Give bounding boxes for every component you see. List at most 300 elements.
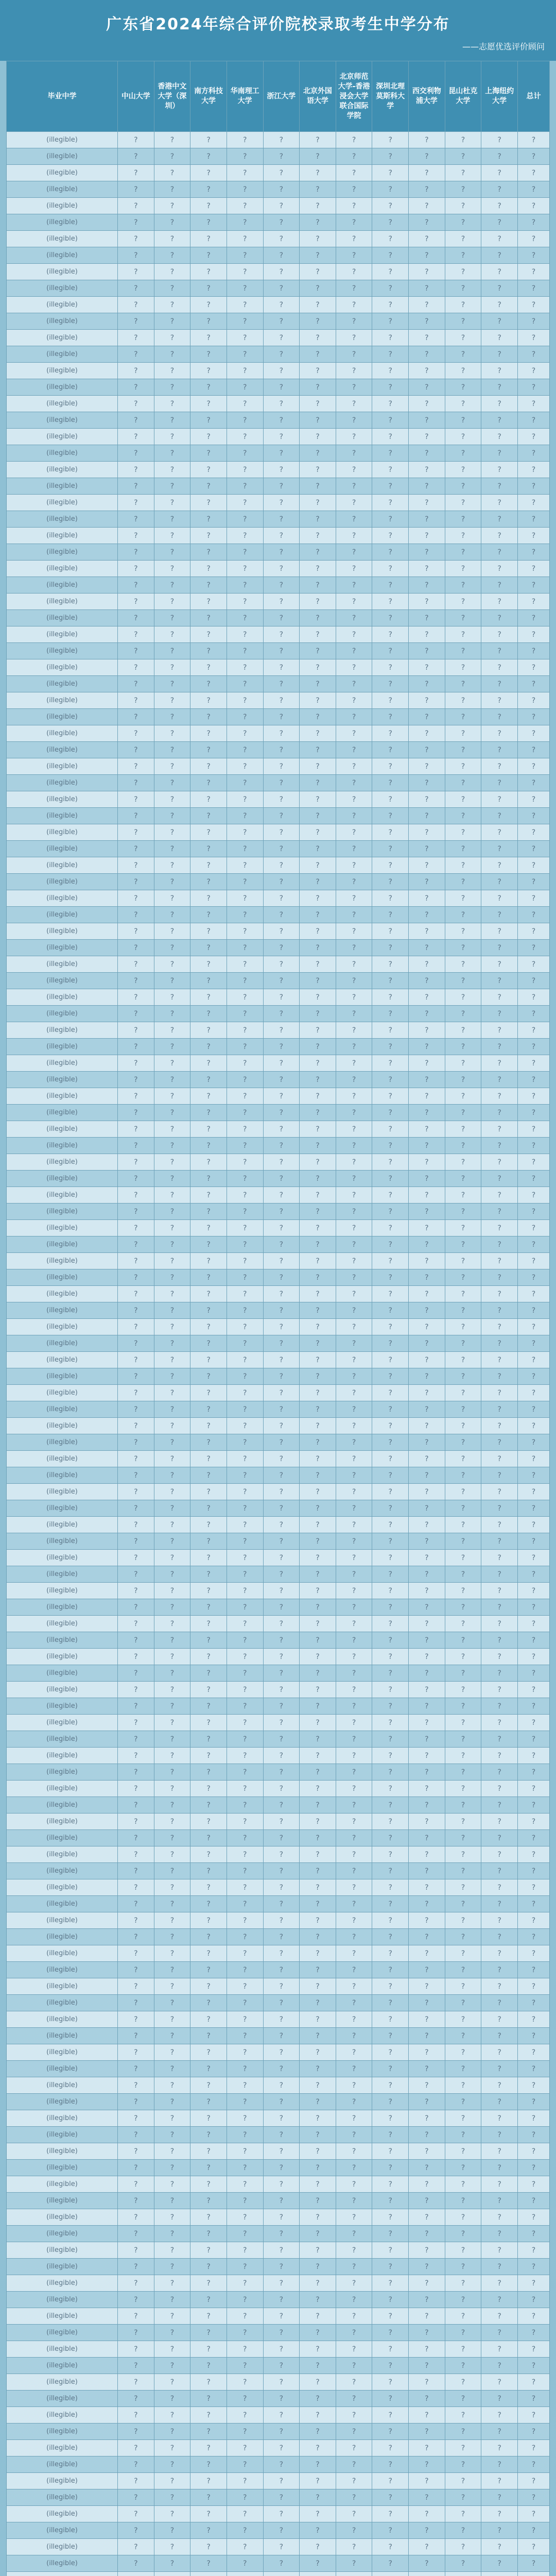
count-cell: ? xyxy=(481,643,518,659)
count-cell: ? xyxy=(336,1269,372,1286)
count-cell: ? xyxy=(481,1797,518,1814)
total-cell: ? xyxy=(518,495,550,511)
table-row xyxy=(7,1748,550,1764)
count-cell: ? xyxy=(118,231,154,247)
count-cell: ? xyxy=(445,758,481,775)
count-cell: ? xyxy=(336,1451,372,1467)
count-cell: ? xyxy=(227,313,263,330)
count-cell: ? xyxy=(118,1649,154,1665)
count-cell: ? xyxy=(481,2440,518,2456)
count-cell: ? xyxy=(300,2226,336,2242)
count-cell: ? xyxy=(336,2011,372,2028)
count-cell: ? xyxy=(154,2226,190,2242)
count-cell: ? xyxy=(409,1632,445,1649)
count-cell xyxy=(190,2572,227,2576)
count-cell: ? xyxy=(118,1665,154,1682)
school-name-cell: (illegible) xyxy=(7,2242,118,2259)
count-cell: ? xyxy=(227,346,263,363)
count-cell: ? xyxy=(154,1500,190,1517)
count-cell: ? xyxy=(154,445,190,462)
count-cell: ? xyxy=(372,2424,409,2440)
count-cell: ? xyxy=(481,2292,518,2308)
column-header-university: 香港中文大学（深圳） xyxy=(154,61,190,132)
count-cell: ? xyxy=(409,2275,445,2292)
count-cell: ? xyxy=(445,2555,481,2572)
count-cell: ? xyxy=(445,1451,481,1467)
count-cell: ? xyxy=(227,2539,263,2555)
count-cell: ? xyxy=(336,2308,372,2325)
count-cell: ? xyxy=(154,363,190,379)
count-cell: ? xyxy=(263,1896,300,1912)
count-cell: ? xyxy=(336,1105,372,1121)
count-cell: ? xyxy=(263,1665,300,1682)
table-row xyxy=(7,2077,550,2094)
count-cell: ? xyxy=(481,2259,518,2275)
count-cell: ? xyxy=(263,808,300,824)
count-cell: ? xyxy=(154,1269,190,1286)
table-row xyxy=(7,973,550,989)
total-cell: ? xyxy=(518,1451,550,1467)
count-cell: ? xyxy=(263,2522,300,2539)
count-cell: ? xyxy=(409,1401,445,1418)
count-cell: ? xyxy=(227,429,263,445)
school-name-cell: (illegible) xyxy=(7,2077,118,2094)
count-cell: ? xyxy=(227,2061,263,2077)
total-cell: ? xyxy=(518,890,550,907)
table-row xyxy=(7,1550,550,1566)
count-cell: ? xyxy=(409,1088,445,1105)
count-cell: ? xyxy=(227,2044,263,2061)
count-cell: ? xyxy=(445,1302,481,1319)
count-cell: ? xyxy=(336,874,372,890)
count-cell: ? xyxy=(263,2176,300,2193)
count-cell: ? xyxy=(445,1632,481,1649)
school-name-cell: (illegible) xyxy=(7,412,118,429)
count-cell: ? xyxy=(190,2308,227,2325)
count-cell: ? xyxy=(190,264,227,280)
total-cell: ? xyxy=(518,2522,550,2539)
count-cell: ? xyxy=(445,544,481,561)
count-cell: ? xyxy=(300,2292,336,2308)
count-cell: ? xyxy=(154,1583,190,1599)
count-cell: ? xyxy=(263,2539,300,2555)
count-cell: ? xyxy=(300,2358,336,2374)
total-cell: ? xyxy=(518,2325,550,2341)
count-cell: ? xyxy=(409,2094,445,2110)
count-cell: ? xyxy=(263,2424,300,2440)
count-cell: ? xyxy=(263,2358,300,2374)
count-cell: ? xyxy=(372,2489,409,2506)
count-cell: ? xyxy=(154,1517,190,1533)
table-row xyxy=(7,890,550,907)
count-cell: ? xyxy=(409,808,445,824)
count-cell: ? xyxy=(300,907,336,923)
school-name-cell: (illegible) xyxy=(7,2456,118,2473)
count-cell: ? xyxy=(409,429,445,445)
count-cell: ? xyxy=(263,2440,300,2456)
count-cell: ? xyxy=(372,2522,409,2539)
count-cell: ? xyxy=(336,676,372,692)
count-cell: ? xyxy=(336,1682,372,1698)
count-cell: ? xyxy=(300,709,336,725)
table-row xyxy=(7,561,550,577)
count-cell xyxy=(372,2572,409,2576)
count-cell: ? xyxy=(445,725,481,742)
count-cell: ? xyxy=(263,2242,300,2259)
count-cell: ? xyxy=(481,775,518,791)
total-cell: ? xyxy=(518,247,550,264)
count-cell: ? xyxy=(372,594,409,610)
column-header-university: 北京外国语大学 xyxy=(300,61,336,132)
school-name-cell: (illegible) xyxy=(7,758,118,775)
count-cell: ? xyxy=(300,841,336,857)
count-cell: ? xyxy=(336,412,372,429)
count-cell: ? xyxy=(372,1945,409,1962)
count-cell: ? xyxy=(190,1912,227,1929)
count-cell: ? xyxy=(227,1138,263,1154)
school-name-cell: (illegible) xyxy=(7,1236,118,1253)
count-cell: ? xyxy=(227,1797,263,1814)
count-cell: ? xyxy=(336,824,372,841)
count-cell: ? xyxy=(263,1088,300,1105)
count-cell: ? xyxy=(300,1929,336,1945)
count-cell: ? xyxy=(336,1385,372,1401)
count-cell: ? xyxy=(372,1401,409,1418)
count-cell: ? xyxy=(118,2489,154,2506)
school-name-cell: (illegible) xyxy=(7,1616,118,1632)
school-name-cell: (illegible) xyxy=(7,148,118,165)
count-cell: ? xyxy=(190,1401,227,1418)
total-cell: ? xyxy=(518,363,550,379)
source-caption: ——志愿优选评价顾问 xyxy=(462,42,545,52)
count-cell: ? xyxy=(445,2209,481,2226)
total-cell: ? xyxy=(518,1253,550,1269)
count-cell: ? xyxy=(118,2193,154,2209)
count-cell: ? xyxy=(409,2374,445,2391)
count-cell: ? xyxy=(190,1088,227,1105)
count-cell: ? xyxy=(190,1236,227,1253)
count-cell: ? xyxy=(481,2094,518,2110)
count-cell: ? xyxy=(190,2424,227,2440)
count-cell: ? xyxy=(263,2555,300,2572)
table-row xyxy=(7,874,550,890)
count-cell: ? xyxy=(263,396,300,412)
count-cell: ? xyxy=(481,478,518,495)
count-cell: ? xyxy=(263,577,300,594)
count-cell: ? xyxy=(190,742,227,758)
count-cell: ? xyxy=(118,198,154,214)
count-cell: ? xyxy=(154,231,190,247)
count-cell: ? xyxy=(154,577,190,594)
count-cell: ? xyxy=(154,1846,190,1863)
total-cell: ? xyxy=(518,791,550,808)
count-cell: ? xyxy=(300,923,336,940)
column-header-university: 昆山杜克大学 xyxy=(445,61,481,132)
count-cell: ? xyxy=(372,2292,409,2308)
count-cell: ? xyxy=(190,643,227,659)
count-cell: ? xyxy=(118,989,154,1006)
count-cell: ? xyxy=(154,1533,190,1550)
count-cell: ? xyxy=(263,1434,300,1451)
count-cell: ? xyxy=(300,989,336,1006)
count-cell: ? xyxy=(481,1335,518,1352)
count-cell: ? xyxy=(190,2292,227,2308)
count-cell: ? xyxy=(263,2473,300,2489)
count-cell: ? xyxy=(481,1500,518,1517)
count-cell: ? xyxy=(190,709,227,725)
count-cell: ? xyxy=(154,1715,190,1731)
count-cell: ? xyxy=(118,1517,154,1533)
school-name-cell: (illegible) xyxy=(7,1286,118,1302)
count-cell: ? xyxy=(336,544,372,561)
count-cell: ? xyxy=(300,2407,336,2424)
count-cell: ? xyxy=(154,940,190,956)
count-cell: ? xyxy=(227,1583,263,1599)
count-cell: ? xyxy=(300,1335,336,1352)
count-cell: ? xyxy=(227,2341,263,2358)
count-cell: ? xyxy=(154,346,190,363)
count-cell: ? xyxy=(190,1006,227,1022)
count-cell: ? xyxy=(154,1319,190,1335)
school-name-cell: (illegible) xyxy=(7,1352,118,1368)
count-cell: ? xyxy=(336,1649,372,1665)
total-cell: ? xyxy=(518,626,550,643)
table-row xyxy=(7,610,550,626)
count-cell: ? xyxy=(118,610,154,626)
count-cell: ? xyxy=(336,1863,372,1879)
count-cell: ? xyxy=(445,1962,481,1978)
count-cell: ? xyxy=(409,1616,445,1632)
count-cell: ? xyxy=(481,1566,518,1583)
count-cell: ? xyxy=(372,1995,409,2011)
count-cell: ? xyxy=(300,280,336,297)
count-cell: ? xyxy=(445,1006,481,1022)
count-cell: ? xyxy=(409,2555,445,2572)
count-cell: ? xyxy=(481,313,518,330)
count-cell: ? xyxy=(481,264,518,280)
school-name-cell: (illegible) xyxy=(7,561,118,577)
count-cell: ? xyxy=(409,280,445,297)
count-cell: ? xyxy=(300,478,336,495)
count-cell: ? xyxy=(336,857,372,874)
count-cell: ? xyxy=(372,692,409,709)
table-row xyxy=(7,2358,550,2374)
count-cell: ? xyxy=(409,1253,445,1269)
table-row xyxy=(7,2028,550,2044)
count-cell: ? xyxy=(409,1781,445,1797)
count-cell: ? xyxy=(118,2522,154,2539)
total-cell: ? xyxy=(518,1863,550,1879)
count-cell: ? xyxy=(154,2143,190,2160)
count-cell: ? xyxy=(118,2044,154,2061)
count-cell: ? xyxy=(372,1978,409,1995)
count-cell: ? xyxy=(263,824,300,841)
total-cell: ? xyxy=(518,1352,550,1368)
count-cell: ? xyxy=(190,989,227,1006)
count-cell: ? xyxy=(154,280,190,297)
count-cell: ? xyxy=(409,1929,445,1945)
table-row xyxy=(7,495,550,511)
count-cell: ? xyxy=(445,511,481,528)
count-cell: ? xyxy=(227,1006,263,1022)
count-cell: ? xyxy=(118,247,154,264)
count-cell: ? xyxy=(190,1302,227,1319)
count-cell: ? xyxy=(190,857,227,874)
count-cell: ? xyxy=(409,1434,445,1451)
school-name-cell: (illegible) xyxy=(7,1583,118,1599)
count-cell: ? xyxy=(190,1665,227,1682)
count-cell: ? xyxy=(409,857,445,874)
count-cell: ? xyxy=(154,725,190,742)
count-cell: ? xyxy=(190,1995,227,2011)
count-cell: ? xyxy=(372,1632,409,1649)
total-cell: ? xyxy=(518,1550,550,1566)
count-cell: ? xyxy=(190,2226,227,2242)
table-row xyxy=(7,1006,550,1022)
count-cell: ? xyxy=(190,2209,227,2226)
school-name-cell: (illegible) xyxy=(7,1550,118,1566)
count-cell: ? xyxy=(154,2374,190,2391)
count-cell: ? xyxy=(118,1105,154,1121)
count-cell: ? xyxy=(445,1550,481,1566)
total-cell: ? xyxy=(518,940,550,956)
count-cell: ? xyxy=(118,2391,154,2407)
count-cell: ? xyxy=(227,643,263,659)
count-cell: ? xyxy=(190,676,227,692)
total-cell: ? xyxy=(518,1418,550,1434)
school-name-cell: (illegible) xyxy=(7,1748,118,1764)
count-cell: ? xyxy=(118,561,154,577)
count-cell: ? xyxy=(300,1945,336,1962)
count-cell: ? xyxy=(190,2094,227,2110)
total-cell: ? xyxy=(518,1088,550,1105)
count-cell: ? xyxy=(263,2407,300,2424)
count-cell: ? xyxy=(263,1385,300,1401)
count-cell: ? xyxy=(300,1731,336,1748)
count-cell: ? xyxy=(190,1533,227,1550)
count-cell: ? xyxy=(227,495,263,511)
table-row xyxy=(7,626,550,643)
count-cell: ? xyxy=(190,1682,227,1698)
count-cell: ? xyxy=(190,2143,227,2160)
count-cell: ? xyxy=(300,626,336,643)
count-cell: ? xyxy=(118,626,154,643)
count-cell: ? xyxy=(372,511,409,528)
count-cell: ? xyxy=(154,841,190,857)
total-cell: ? xyxy=(518,1154,550,1171)
count-cell: ? xyxy=(372,429,409,445)
count-cell: ? xyxy=(154,1649,190,1665)
count-cell: ? xyxy=(190,132,227,148)
count-cell: ? xyxy=(409,874,445,890)
count-cell: ? xyxy=(336,1698,372,1715)
table-row xyxy=(7,2572,550,2576)
count-cell: ? xyxy=(372,462,409,478)
count-cell: ? xyxy=(118,2473,154,2489)
count-cell: ? xyxy=(445,2424,481,2440)
table-row xyxy=(7,1599,550,1616)
count-cell: ? xyxy=(336,973,372,989)
count-cell: ? xyxy=(190,2061,227,2077)
count-cell: ? xyxy=(336,577,372,594)
count-cell: ? xyxy=(409,1846,445,1863)
count-cell: ? xyxy=(300,775,336,791)
total-cell: ? xyxy=(518,2424,550,2440)
count-cell: ? xyxy=(409,1335,445,1352)
count-cell: ? xyxy=(445,1781,481,1797)
table-row xyxy=(7,1352,550,1368)
count-cell: ? xyxy=(372,1912,409,1929)
table-row xyxy=(7,1500,550,1517)
count-cell: ? xyxy=(118,577,154,594)
count-cell: ? xyxy=(263,165,300,181)
table-row xyxy=(7,791,550,808)
count-cell: ? xyxy=(409,2110,445,2127)
count-cell: ? xyxy=(336,2407,372,2424)
total-cell: ? xyxy=(518,379,550,396)
table-row xyxy=(7,1368,550,1385)
total-cell: ? xyxy=(518,1236,550,1253)
count-cell: ? xyxy=(445,1154,481,1171)
table-row xyxy=(7,824,550,841)
count-cell: ? xyxy=(481,412,518,429)
count-cell: ? xyxy=(372,363,409,379)
count-cell: ? xyxy=(227,2011,263,2028)
count-cell xyxy=(445,2572,481,2576)
count-cell: ? xyxy=(372,923,409,940)
count-cell: ? xyxy=(336,313,372,330)
count-cell xyxy=(300,2572,336,2576)
count-cell: ? xyxy=(227,758,263,775)
count-cell: ? xyxy=(118,1715,154,1731)
count-cell: ? xyxy=(154,2077,190,2094)
count-cell: ? xyxy=(263,1566,300,1583)
count-cell: ? xyxy=(481,2226,518,2242)
column-header-university: 西交利物浦大学 xyxy=(409,61,445,132)
count-cell: ? xyxy=(372,1484,409,1500)
count-cell: ? xyxy=(227,478,263,495)
count-cell: ? xyxy=(409,1748,445,1764)
count-cell: ? xyxy=(372,2308,409,2325)
count-cell: ? xyxy=(263,1583,300,1599)
count-cell: ? xyxy=(409,198,445,214)
count-cell: ? xyxy=(445,1187,481,1204)
school-name-cell: (illegible) xyxy=(7,2325,118,2341)
count-cell: ? xyxy=(481,1896,518,1912)
table-body xyxy=(7,132,550,2576)
count-cell: ? xyxy=(118,544,154,561)
count-cell: ? xyxy=(372,659,409,676)
total-cell: ? xyxy=(518,742,550,758)
count-cell: ? xyxy=(118,1302,154,1319)
count-cell: ? xyxy=(154,1253,190,1269)
count-cell: ? xyxy=(336,1715,372,1731)
count-cell: ? xyxy=(336,1039,372,1055)
count-cell: ? xyxy=(336,2209,372,2226)
count-cell: ? xyxy=(190,2028,227,2044)
school-name-cell: (illegible) xyxy=(7,1781,118,1797)
count-cell: ? xyxy=(372,1055,409,1072)
count-cell: ? xyxy=(154,1055,190,1072)
count-cell: ? xyxy=(336,1236,372,1253)
school-name-cell: (illegible) xyxy=(7,132,118,148)
count-cell: ? xyxy=(300,313,336,330)
count-cell: ? xyxy=(263,2259,300,2275)
table-row xyxy=(7,907,550,923)
school-name-cell: (illegible) xyxy=(7,231,118,247)
count-cell: ? xyxy=(154,1929,190,1945)
count-cell: ? xyxy=(409,1385,445,1401)
